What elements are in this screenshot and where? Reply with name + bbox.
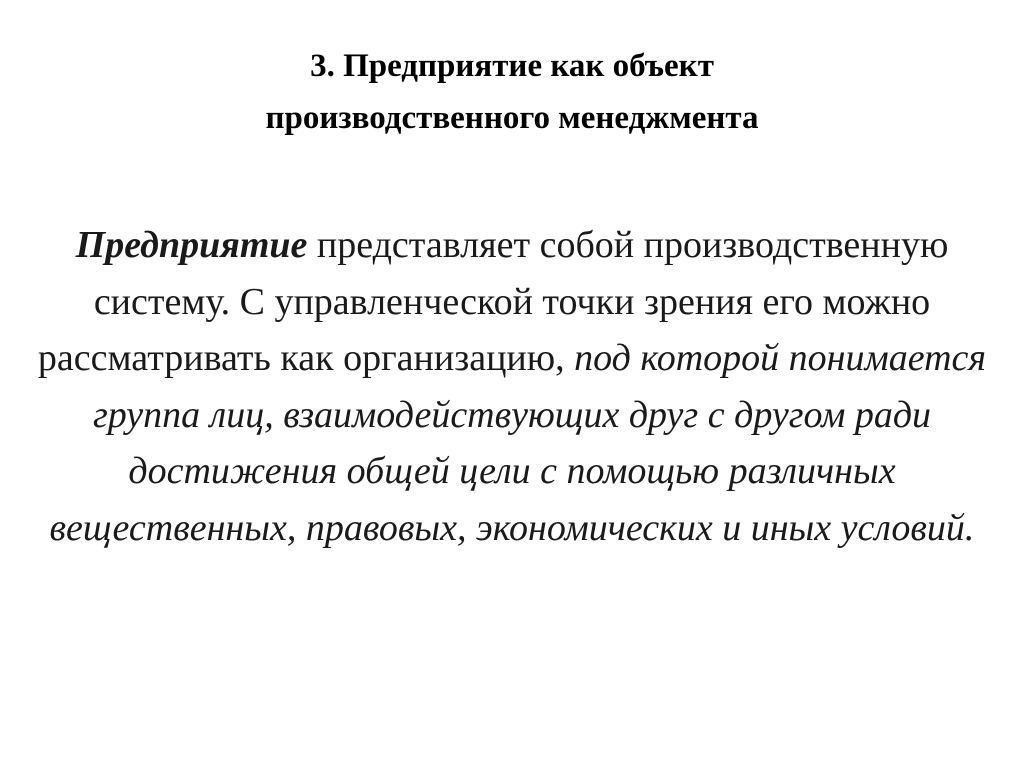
defined-term: Предприятие <box>75 224 308 266</box>
definition-plain-text: представляет собой производственную систему. С управленческой точки зрения его можно рассматривать как организацию, <box>37 224 949 379</box>
definition-italic-text: под которой понимается группа лиц, взаимодействующих друг с другом ради достижения общей цели с помощью различных вещественных, правовых, экономических и иных условий. <box>49 337 987 549</box>
slide-title-line-2: производственного менеджмента <box>265 100 759 136</box>
slide-title-line-1: 3. Предприятие как объект <box>310 48 714 84</box>
slide-title <box>0 40 1024 144</box>
definition-paragraph <box>36 217 988 556</box>
